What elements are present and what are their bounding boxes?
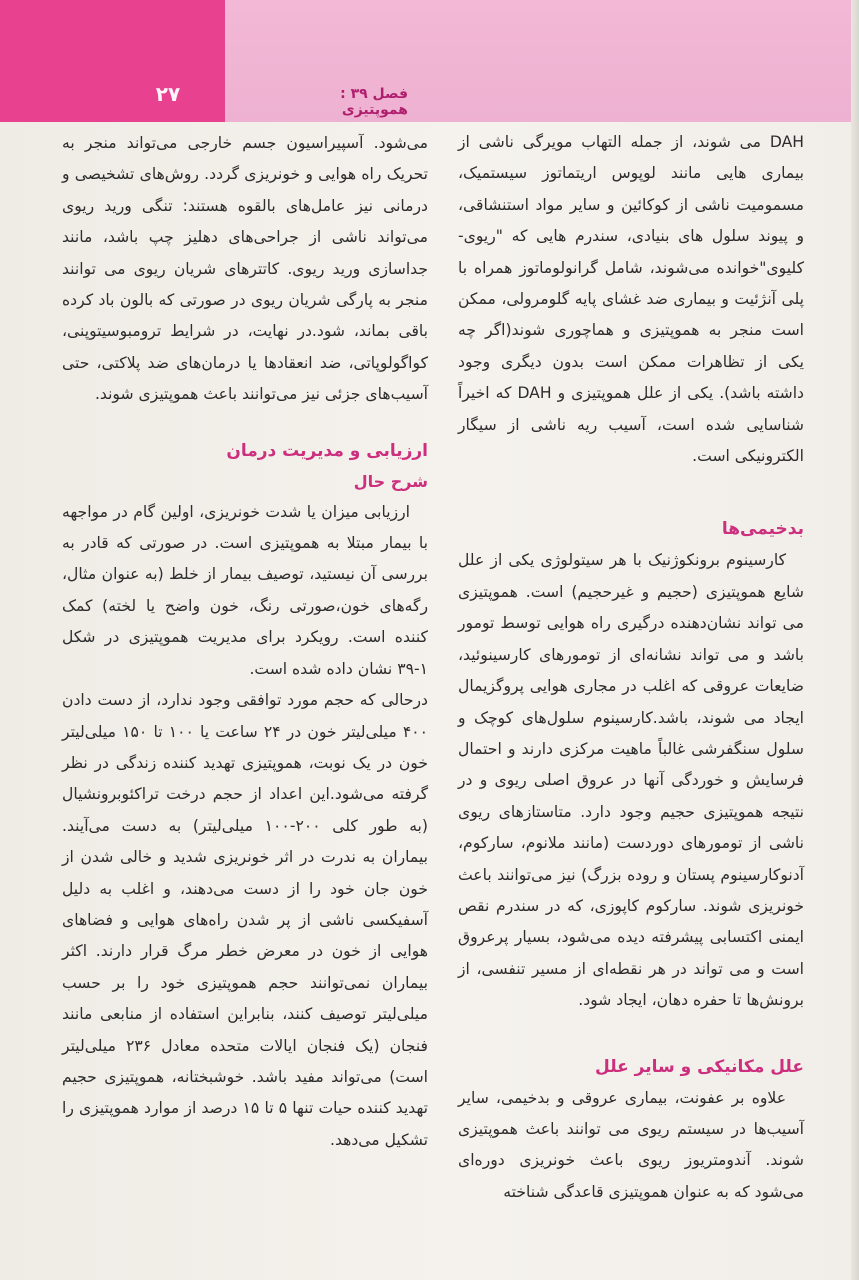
chapter-title: فصل ۳۹ : هموپتیزی [340, 86, 408, 118]
page-number: ۲۷ [155, 82, 181, 106]
section-heading-evaluation: ارزیابی و مدیریت درمان [226, 440, 428, 461]
section-heading-mechanical: علل مکانیکی و سایر علل [595, 1056, 804, 1077]
sub-heading-history: شرح حال [353, 471, 428, 491]
paragraph: ارزیابی میزان یا شدت خونریزی، اولین گام در مواجهه با بیمار مبتلا به هموپتیزی است. در صورتی که قادر به بررسی آن نیستید، توصیف بیمار از خلط (به عنوان مثال، رگه‌های خون،صورتی رنگ، خون واضح یا لخته) کمک کننده است. رویکرد برای مدیریت هموپتیزی در شکل ۱-۳۹ نشان داده شده است. [62, 502, 428, 678]
paragraph: DAH می شوند، از جمله التهاب مویرگی ناشی از بیماری هایی مانند لوپوس اریتماتوز سیستمیک، مسمومیت ناشی از کوکائین و سایر مواد استنشاقی، و پیوند سلول های بنیادی، سندرم هایی که "ریوی-کلیوی"خوانده می‌شوند، شامل گرانولوماتوز همراه با پلی آنژئیت و بیماری ضد غشای پایه گلومرولی، ممکن است منجر به هموپتیزی و هماچوری شوند(اگر چه یکی از تظاهرات ممکن است بدون دیگری وجود داشته باشد). یکی از علل هموپتیزی و DAH که اخیراً شناسایی شده است، آسیب ریه ناشی از سیگار الکترونیکی است. [458, 133, 805, 466]
right-text-column [458, 127, 804, 1208]
paragraph: درحالی که حجم مورد توافقی وجود ندارد، از دست دادن ۴۰۰ میلی‌لیتر خون در ۲۴ ساعت یا ۱۰۰ تا ۱۵۰ میلی‌لیتر خون در یک نوبت، هموپتیزی تهدید کننده زندگی در نظر گرفته می‌شود.این اعداد از حجم درخت تراکئوبرونشیال (به طور کلی ۲۰۰-۱۰۰ میلی‌لیتر) به دست می‌آیند. بیماران به ندرت در اثر خونریزی شدید و خالی شدن از خون جان خود را از دست می‌دهند، و اغلب به دلیل آسفیکسی ناشی از پر شدن راه‌های هوایی و فضاهای هوایی از خون در معرض خطر مرگ قرار دارند. اکثر بیماران نمی‌توانند حجم هموپتیزی خود را بر حسب میلی‌لیتر توصیف کنند، بنابراین استفاده از منابعی مانند فنجان (یک فنجان ایالات متحده معادل ۲۳۶ میلی‌لیتر است) می‌تواند مفید باشد. خوشبختانه، هموپتیزی حجیم تهدید کننده حیات تنها ۵ تا ۱۵ درصد از موارد هموپتیزی را تشکیل می‌دهد. [62, 691, 428, 1149]
paragraph: علاوه بر عفونت، بیماری عروقی و بدخیمی، سایر آسیب‌ها در سیستم ریوی می توانند باعث هموپتیزی شوند. آندومتریوز ریوی باعث خونریزی دوره‌ای می‌شود که به عنوان هموپتیزی قاعدگی شناخته [458, 1088, 804, 1201]
page-spine-shadow [851, 0, 859, 1280]
section-heading-tumors: بدخیمی‌ها [721, 519, 804, 540]
left-text-column [62, 128, 428, 1156]
header-accent-block [0, 0, 225, 122]
paragraph: می‌شود. آسپیراسیون جسم خارجی می‌تواند منجر به تحریک راه هوایی و خونریزی گردد. روش‌های تشخیصی و درمانی نیز عامل‌های بالقوه هستند: تنگی ورید ریوی می‌تواند ناشی از جراحی‌های دهلیز چپ باشد، مانند جداسازی ورید ریوی. کاتترهای شریان ریوی می توانند منجر به پارگی شریان ریوی در صورتی که بالون باد کرده باقی بماند، شود.در نهایت، در شرایط ترومبوسیتوپنی، کواگولوپاتی، ضد انعقادها یا درمان‌های ضد پلاکتی، حتی آسیب‌های جزئی نیز می‌توانند باعث هموپتیزی شوند. [62, 134, 428, 404]
paragraph: کارسینوم برونکوژنیک با هر سیتولوژی یکی از علل شایع هموپتیزی (حجیم و غیرحجیم) است. هموپتیزی می تواند نشان‌دهنده درگیری راه هوایی توسط تومور باشد و می تواند نشانه‌ای از تومورهای کارسینوئید، ضایعات عروقی که اغلب در مجاری هوایی پروگزیمال ایجاد می شوند، باشد.کارسینوم سلول‌های کوچک و سلول سنگفرشی غالباً ماهیت مرکزی دارند و احتمال فرسایش و خوردگی آنها در عروق اصلی ریوی و در نتیجه هموپتیزی حجیم وجود دارد. متاستازهای ریوی ناشی از تومورهای دوردست (مانند ملانوم، سارکوم، آدنوکارسینوم پستان و روده بزرگ) نیز می‌توانند باعث خونریزی شوند. سارکوم کاپوزی، که در سندرم نقص ایمنی اکتسابی پیشرفته دیده می‌شود، بسیار پرعروق است و می تواند در هر نقطه‌ای از مسیر تنفسی، از برونش‌ها تا حفره دهان، ایجاد شود. [458, 551, 804, 1010]
